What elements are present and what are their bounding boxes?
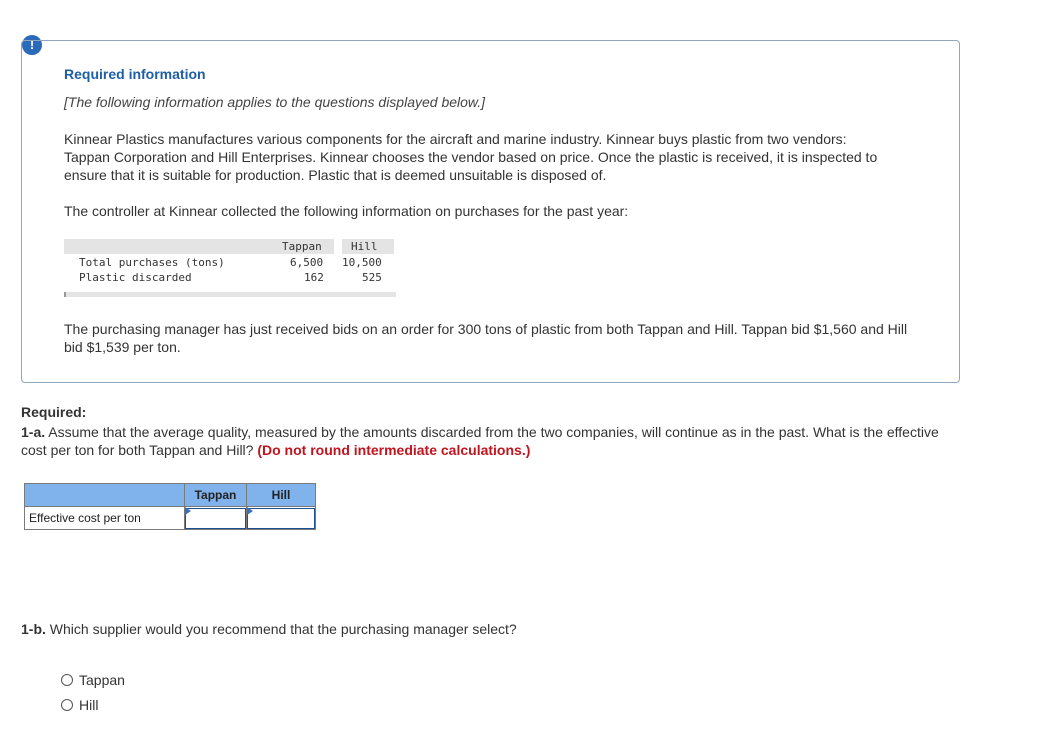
answer-header-tappan: Tappan (185, 484, 247, 507)
question-1a-label: 1-a. (21, 424, 46, 440)
tappan-cost-cell (185, 507, 247, 530)
input-marker-icon (185, 507, 191, 515)
column-header-hill: Hill (351, 240, 378, 253)
answer-header-hill: Hill (247, 484, 316, 507)
cell-tappan-purchases: 6,500 (290, 256, 324, 269)
option-tappan-label: Tappan (79, 672, 125, 688)
question-1b (21, 621, 517, 637)
option-tappan[interactable] (61, 672, 125, 688)
cell-hill-purchases: 10,500 (342, 256, 382, 269)
info-note: [The following information applies to the questions displayed below.] (64, 94, 486, 110)
table-header-bar (64, 239, 394, 254)
info-paragraph-3: The purchasing manager has just received bids on an order for 300 tons of plastic from both Tappan and Hill. Tappan bid $1,560 and Hill bid $1,539 per ton. (64, 321, 908, 355)
cell-hill-discarded: 525 (362, 271, 382, 284)
question-1b-text: Which supplier would you recommend that the purchasing manager select? (49, 621, 517, 637)
hill-cost-input[interactable] (247, 508, 315, 529)
option-hill[interactable] (61, 697, 98, 713)
row-label-plastic-discarded: Plastic discarded (79, 271, 192, 284)
answer-table (24, 483, 316, 530)
hill-cost-cell (247, 507, 316, 530)
column-header-tappan: Tappan (282, 240, 322, 253)
radio-hill[interactable] (61, 699, 73, 711)
info-paragraph-1: Kinnear Plastics manufactures various components for the aircraft and marine industry. Kinnear buys plastic from two vendors: Tappan Corporation and Hill Enterprises. Kinnear chooses the vendor based on price. Once the plastic is received, it is inspected to ensure that it is suitable for production. Plastic that is deemed unsuitable is disposed of. (64, 131, 878, 183)
alert-icon: ! (22, 35, 42, 55)
cell-tappan-discarded: 162 (304, 271, 324, 284)
option-hill-label: Hill (79, 697, 99, 713)
tappan-cost-input[interactable] (185, 508, 246, 529)
answer-header-blank (25, 484, 185, 507)
radio-tappan[interactable] (61, 674, 73, 686)
question-1a-text: Assume that the average quality, measured by the amounts discarded from the two companies, will continue as in the past. What is the effective cost per ton for both Tappan and Hill? (21, 424, 939, 458)
required-heading: Required: (21, 404, 87, 420)
answer-row-label: Effective cost per ton (25, 507, 185, 530)
question-1b-label: 1-b. (21, 621, 46, 637)
input-marker-icon (247, 507, 253, 515)
table-footer-bar (64, 292, 396, 297)
info-title: Required information (64, 66, 206, 82)
question-1a-warning: (Do not round intermediate calculations.) (257, 442, 531, 458)
question-1a (21, 423, 961, 459)
row-label-total-purchases: Total purchases (tons) (79, 256, 225, 269)
info-paragraph-2: The controller at Kinnear collected the following information on purchases for the past year: (64, 203, 629, 219)
